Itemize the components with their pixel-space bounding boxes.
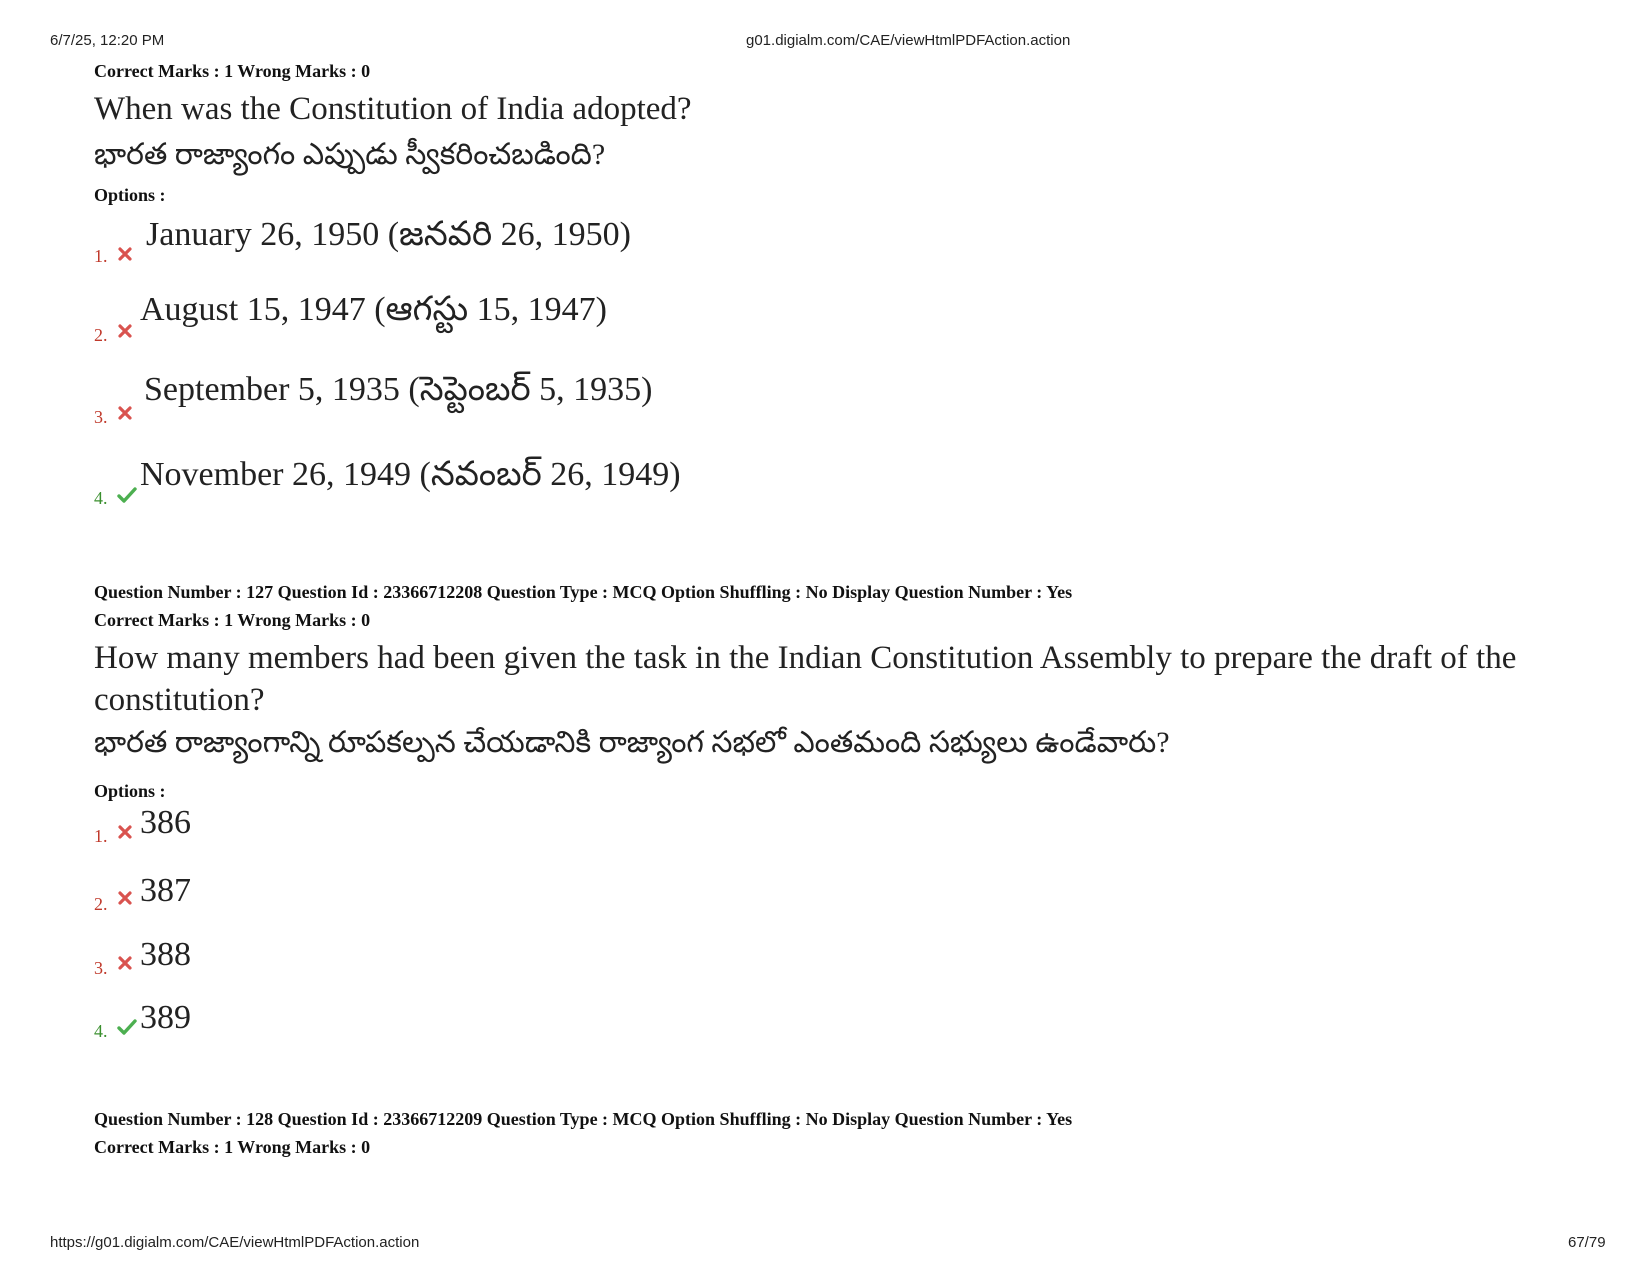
option-text: August 15, 1947 (ఆగస్టు 15, 1947) [140, 291, 607, 328]
q126-question-en: When was the Constitution of India adopted? [94, 91, 692, 127]
option-number: 4. [94, 1021, 108, 1041]
print-datetime: 6/7/25, 12:20 PM [50, 32, 165, 49]
option-number: 2. [94, 894, 108, 914]
page-number: 67/79 [1568, 1234, 1606, 1251]
q127-option-4 [94, 999, 994, 1049]
cross-icon [117, 246, 133, 262]
cross-icon [117, 323, 133, 339]
checkmark-icon [117, 1018, 137, 1036]
q127-meta: Question Number : 127 Question Id : 23366712208 Question Type : MCQ Option Shuffling : No Display Question Number : Yes [94, 582, 1073, 602]
q126-option-4 [94, 456, 994, 506]
q128-meta: Question Number : 128 Question Id : 23366712209 Question Type : MCQ Option Shuffling : No Display Question Number : Yes [94, 1109, 1073, 1129]
option-text: September 5, 1935 (సెప్టెంబర్ 5, 1935) [144, 371, 653, 408]
q127-options-label: Options : [94, 781, 166, 801]
q128-marks: Correct Marks : 1 Wrong Marks : 0 [94, 1137, 371, 1157]
q127-option-1 [94, 804, 994, 854]
q126-question-te: భారత రాజ్యాంగం ఎప్పుడు స్వీకరించబడింది? [94, 138, 606, 171]
q127-marks: Correct Marks : 1 Wrong Marks : 0 [94, 610, 371, 630]
option-text: 386 [140, 804, 191, 841]
q126-option-2 [94, 291, 994, 345]
option-number: 2. [94, 325, 108, 345]
header-url: g01.digialm.com/CAE/viewHtmlPDFAction.action [746, 32, 1071, 49]
option-number: 4. [94, 488, 108, 508]
option-text: 387 [140, 872, 191, 909]
option-number: 3. [94, 407, 108, 427]
option-number: 1. [94, 826, 108, 846]
q127-option-2 [94, 872, 994, 922]
footer-url: https://g01.digialm.com/CAE/viewHtmlPDFAction.action [50, 1234, 420, 1251]
q126-option-1 [94, 216, 994, 266]
checkmark-icon [117, 486, 137, 504]
q126-options-label: Options : [94, 185, 166, 205]
cross-icon [117, 405, 133, 421]
q127-option-3 [94, 936, 994, 986]
option-text: November 26, 1949 (నవంబర్ 26, 1949) [140, 456, 681, 493]
q127-question-te: భారత రాజ్యాంగాన్ని రూపకల్పన చేయడానికి రాజ్యాంగ సభలో ఎంతమంది సభ్యులు ఉండేవారు? [94, 726, 1170, 759]
cross-icon [117, 824, 133, 840]
q126-marks: Correct Marks : 1 Wrong Marks : 0 [94, 61, 371, 81]
option-text: January 26, 1950 (జనవరి 26, 1950) [146, 216, 631, 253]
q127-question-en: How many members had been given the task in the Indian Constitution Assembly to prepare the draft of the constitution? [94, 640, 1517, 718]
cross-icon [117, 955, 133, 971]
option-number: 1. [94, 246, 108, 266]
option-text: 389 [140, 999, 191, 1036]
q126-option-3 [94, 371, 994, 427]
option-text: 388 [140, 936, 191, 973]
cross-icon [117, 890, 133, 906]
option-number: 3. [94, 958, 108, 978]
